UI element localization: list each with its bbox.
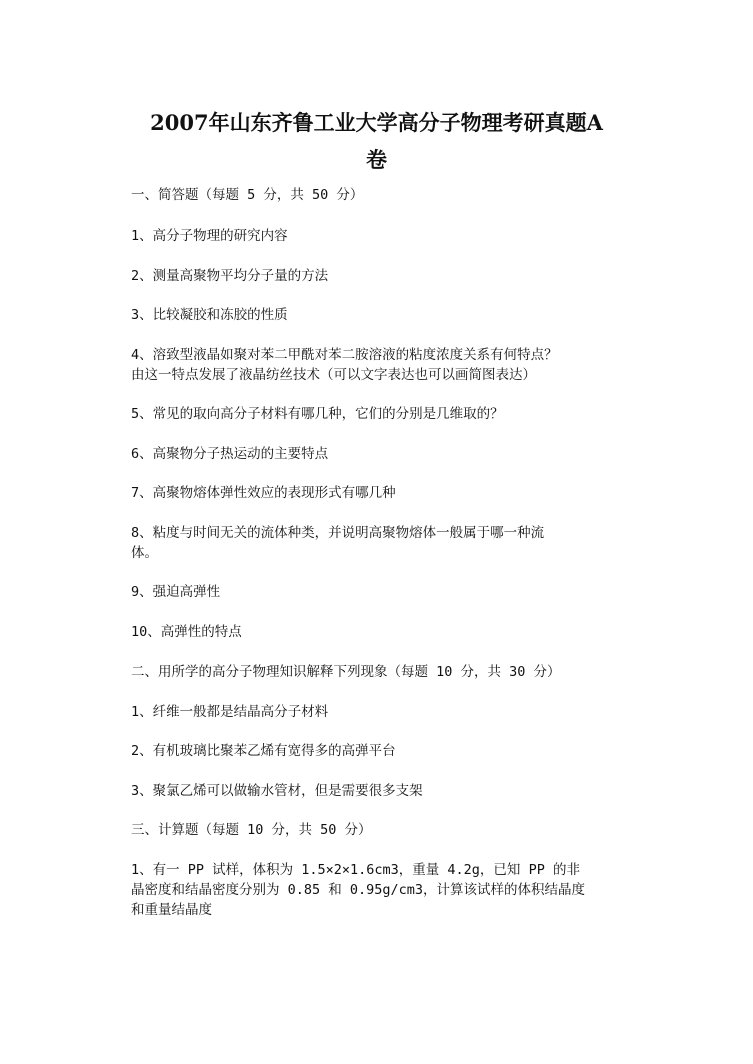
document-title — [110, 104, 643, 178]
section1-question-7: 7、高聚物熔体弹性效应的表现形式有哪几种 — [131, 485, 396, 501]
section3-question-1-line1: 1、有一 PP 试样，体积为 1.5×2×1.6cm3，重量 4.2g，已知 PP 的非 — [131, 862, 580, 878]
section2-question-1: 1、纤维一般都是结晶高分子材料 — [131, 704, 329, 720]
section2-heading: 二、用所学的高分子物理知识解释下列现象（每题 10 分，共 30 分） — [131, 664, 561, 680]
section1-question-6: 6、高聚物分子热运动的主要特点 — [131, 446, 329, 462]
section1-heading: 一、简答题（每题 5 分，共 50 分） — [131, 187, 364, 203]
section1-question-4-line2: 由这一特点发展了液晶纺丝技术（可以文字表达也可以画简图表达） — [131, 367, 536, 383]
section1-question-9: 9、强迫高弹性 — [131, 584, 221, 600]
section2-question-2: 2、有机玻璃比聚苯乙烯有宽得多的高弹平台 — [131, 743, 396, 759]
section1-question-8-line1: 8、粘度与时间无关的流体种类，并说明高聚物熔体一般属于哪一种流 — [131, 525, 545, 541]
section3-heading: 三、计算题（每题 10 分，共 50 分） — [131, 822, 372, 838]
title-line-2: 卷 — [366, 147, 387, 172]
section1-question-10: 10、高弹性的特点 — [131, 624, 242, 640]
section1-question-2: 2、测量高聚物平均分子量的方法 — [131, 268, 329, 284]
section1-question-5: 5、常见的取向高分子材料有哪几种，它们的分别是几维取的？ — [131, 406, 504, 422]
section1-question-1: 1、高分子物理的研究内容 — [131, 228, 288, 244]
section1-question-4-line1: 4、溶致型液晶如聚对苯二甲酰对苯二胺溶液的粘度浓度关系有何特点？ — [131, 347, 558, 363]
title-line-1: 2007年山东齐鲁工业大学高分子物理考研真题A — [150, 110, 603, 135]
section2-question-3: 3、聚氯乙烯可以做输水管材，但是需要很多支架 — [131, 783, 423, 799]
section3-question-1-line2: 晶密度和结晶密度分别为 0.85 和 0.95g/cm3，计算该试样的体积结晶度 — [131, 882, 586, 898]
section1-question-8-line2: 体。 — [131, 545, 158, 561]
section3-question-1-line3: 和重量结晶度 — [131, 902, 212, 918]
section1-question-3: 3、比较凝胶和冻胶的性质 — [131, 307, 288, 323]
